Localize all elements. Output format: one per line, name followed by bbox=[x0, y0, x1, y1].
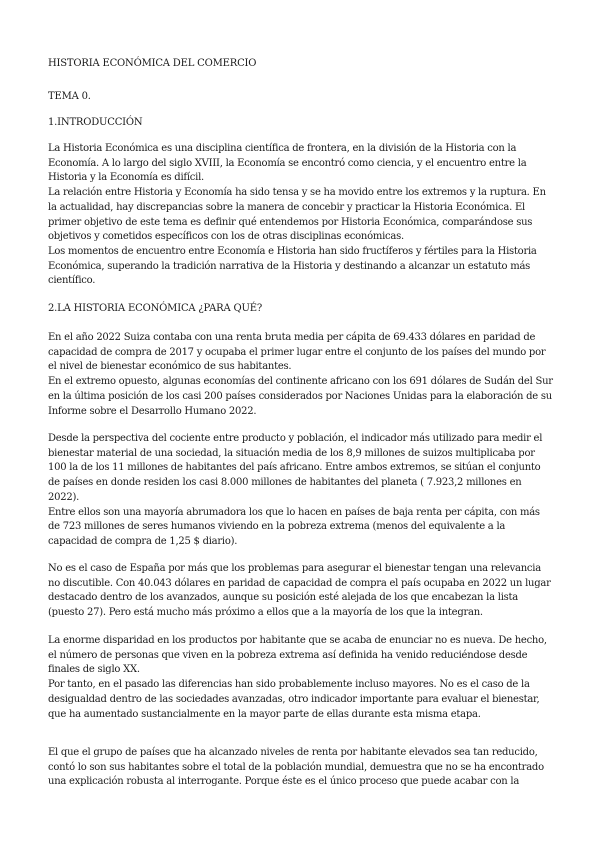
section-1-body bbox=[48, 142, 554, 289]
paragraph-group-2 bbox=[48, 432, 554, 550]
paragraph: En el extremo opuesto, algunas economías del continente africano con los 691 dólares de Sudán del Sur en la última posición de los casi 200 países considerados por Naciones Unidas para la elaboración de su Informe sobre el Desarrollo Humano 2022. bbox=[48, 376, 553, 417]
section-1-heading: 1.INTRODUCCIÓN bbox=[48, 117, 143, 128]
paragraph-group-3 bbox=[48, 562, 554, 621]
paragraph-group-4 bbox=[48, 634, 554, 722]
document-title: HISTORIA ECONÓMICA DEL COMERCIO bbox=[48, 58, 257, 69]
paragraph-group-1 bbox=[48, 331, 554, 419]
paragraph: En el año 2022 Suiza contaba con una renta bruta media per cápita de 69.433 dólares en paridad de capacidad de compra de 2017 y ocupaba el primer lugar entre el conjunto de los países del mundo por el nivel de bienestar económico de sus habitantes. bbox=[48, 332, 546, 373]
paragraph: La enorme disparidad en los productos por habitante que se acaba de enunciar no es nueva. De hecho, el número de personas que viven en la pobreza extrema así definida ha venido reduciéndose desde finales de siglo XX. bbox=[48, 635, 547, 676]
paragraph: Por tanto, en el pasado las diferencias han sido probablemente incluso mayores. No es el caso de la desigualdad dentro de las sociedades avanzadas, otro indicador importante para evaluar el bienestar, que ha aumentado sustancialmente en la mayor parte de ellas durante esta misma etapa. bbox=[48, 679, 540, 720]
paragraph: El que el grupo de países que ha alcanzado niveles de renta por habitante elevados sea tan reducido, contó lo son sus habitantes sobre el total de la población mundial, demuestra que no se ha encontrado una explicación robusta al interrogante. Porque éste es el único proceso que puede acabar con la bbox=[48, 747, 544, 788]
paragraph-group-5 bbox=[48, 746, 554, 790]
paragraph: Entre ellos son una mayoría abrumadora los que lo hacen en países de baja renta per cápita, con más de 723 millones de seres humanos viviendo en la pobreza extrema (menos del equivalente a la capacidad de compra de 1,25 $ diario). bbox=[48, 506, 540, 547]
theme-label: TEMA 0. bbox=[48, 91, 91, 102]
paragraph: Desde la perspectiva del cociente entre producto y población, el indicador más utilizado para medir el bienestar material de una sociedad, la situación media de los 8,9 millones de suizos multiplicaba por 100 la de los 11 millones de habitantes del país africano. Entre ambos extremos, se sitúan el conjunto de países en donde residen los casi 8.000 millones de habitantes del planeta ( 7.923,2 millones en 2022). bbox=[48, 433, 543, 503]
paragraph: Los momentos de encuentro entre Economía e Historia han sido fructíferos y fértiles para la Historia Económica, superando la tradición narrativa de la Historia y destinando a alcanzar un estatuto más científico. bbox=[48, 245, 537, 287]
section-2-heading: 2.LA HISTORIA ECONÓMICA ¿PARA QUÉ? bbox=[48, 303, 263, 314]
paragraph: La Historia Económica es una disciplina científica de frontera, en la división de la Historia con la Economía. A lo largo del siglo XVIII, la Economía se encontró como ciencia, y el encuentro entre la Historia y la Economía es difícil. bbox=[48, 143, 527, 184]
paragraph: La relación entre Historia y Economía ha sido tensa y se ha movido entre los extremos y la ruptura. En la actualidad, hay discrepancias sobre la manera de concebir y practicar la Historia Económica. El primer objetivo de este tema es definir qué entendemos por Historia Económica, comparándose sus objetivos y cometidos específicos con los de otras disciplinas económicas. bbox=[48, 187, 546, 243]
paragraph: No es el caso de España por más que los problemas para asegurar el bienestar tengan una relevancia no discutible. Con 40.043 dólares en paridad de capacidad de compra el país ocupaba en 2022 un lugar destacado dentro de los avanzados, aunque su posición esté alejada de los que encabezan la lista (puesto 27). Pero está mucho más próximo a ellos que a la mayoría de los que la integran. bbox=[48, 563, 551, 619]
